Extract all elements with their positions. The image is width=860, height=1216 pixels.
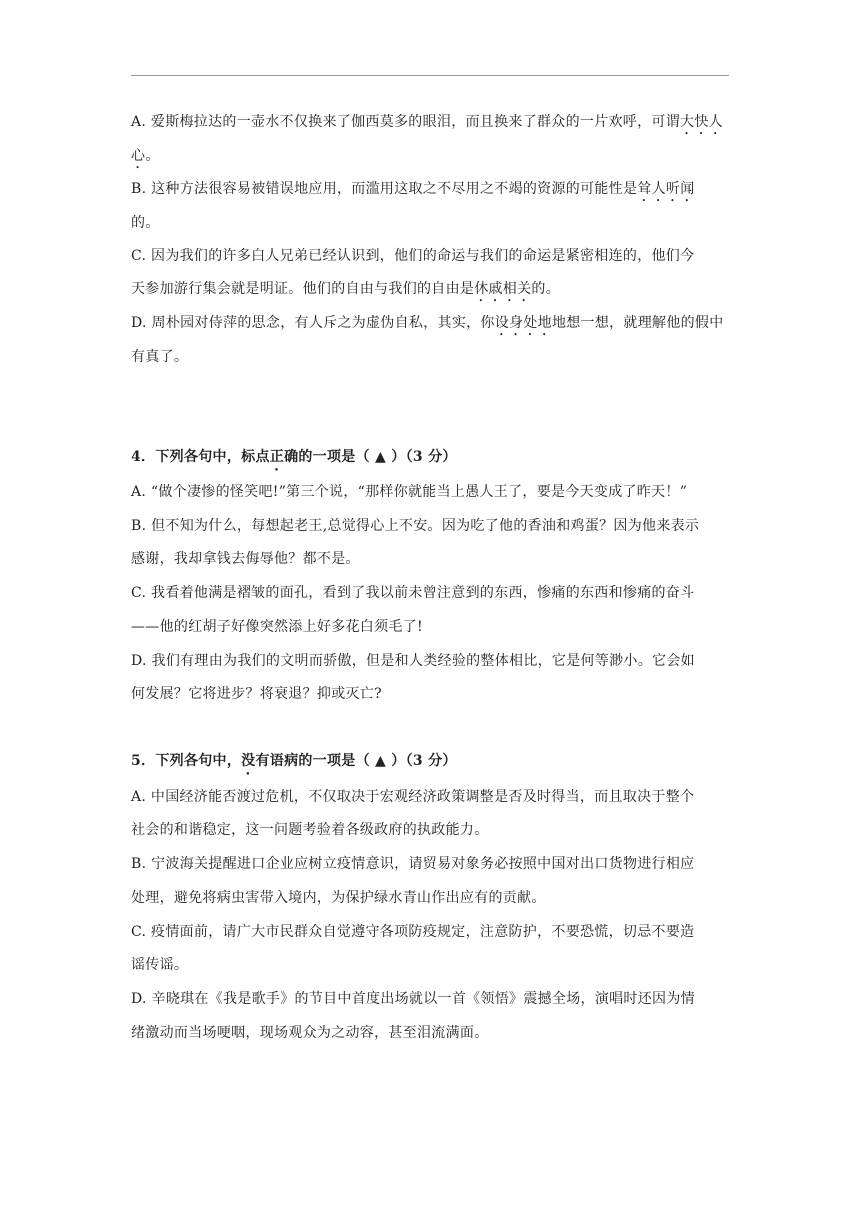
q4-line: A. “做个凄惨的怪笑吧!”第三个说，“那样你就能当上愚人王了，要是今天变成了昨天！” <box>131 484 688 500</box>
q4-line: 感谢，我却拿钱去侮辱他？都不是。 <box>131 551 360 567</box>
emphasis-term: 休戚相关 <box>474 281 532 297</box>
q4-line: B. 但不知为什么，每想起老王,总觉得心上不安。因为吃了他的香油和鸡蛋？因为他来表示 <box>131 518 700 534</box>
q5-line: 谣传谣。 <box>131 957 189 973</box>
q4-line: C. 我看着他满是褶皱的面孔，看到了我以前未曾注意到的东西，惨痛的东西和惨痛的奋斗 <box>131 585 695 601</box>
q5-line: C. 疫情面前，请广大市民群众自觉遵守各项防疫规定，注意防护，不要恐慌，切忌不要造 <box>131 924 695 940</box>
q3-option-a-line2: 心。 <box>131 148 160 164</box>
q3-option-b-line2: 的。 <box>131 215 160 231</box>
emphasis-char: 没 <box>241 753 256 769</box>
header-rule <box>131 75 729 76</box>
q3-option-c-line2: 天参加游行集会就是明证。他们的自由与我们的自由是休戚相关的。 <box>131 281 561 297</box>
q3-option-a-line1: A. 爱斯梅拉达的一壶水不仅换来了伽西莫多的眼泪，而且换来了群众的一片欢呼，可谓大快人 <box>131 114 723 130</box>
q4-heading: 4．下列各句中，标点正确的一项是（ ▲ ）（3 分） <box>131 449 457 465</box>
q3-option-d-line2: 有真了。 <box>131 349 189 365</box>
emphasis-char: 正 <box>269 449 285 465</box>
q5-line: D. 辛晓琪在《我是歌手》的节目中首度出场就以一首《领悟》震撼全场，演唱时还因为情 <box>131 991 695 1007</box>
emphasis-term: 大快人 <box>680 114 723 130</box>
q3-option-c-line1: C. 因为我们的许多白人兄弟已经认识到，他们的命运与我们的命运是紧密相连的，他们今 <box>131 248 695 264</box>
emphasis-term: 设身处地 <box>494 315 552 331</box>
q4-line: D. 我们有理由为我们的文明而骄傲，但是和人类经验的整体相比，它是何等渺小。它会如 <box>131 653 695 669</box>
emphasis-term: 耸人听闻 <box>637 181 695 197</box>
q3-option-d-line1: D. 周朴园对侍萍的思念，有人斥之为虚伪自私，其实，你设身处地地想一想，就理解他的假中 <box>131 315 724 331</box>
q4-line: 何发展？它将进步？将衰退？抑或灭亡? <box>131 686 382 702</box>
q4-line: ——他的红胡子好像突然添上好多花白须毛了! <box>131 619 423 635</box>
q5-line: B. 宁波海关提醒进口企业应树立疫情意识，请贸易对象务必按照中国对出口货物进行相应 <box>131 856 695 872</box>
q5-line: A. 中国经济能否渡过危机，不仅取决于宏观经济政策调整是否及时得当，而且取决于整个 <box>131 789 695 805</box>
q5-line: 绪激动而当场哽咽，现场观众为之动容，甚至泪流满面。 <box>131 1025 489 1041</box>
emphasis-term: 心 <box>131 148 146 164</box>
q5-line: 社会的和谐稳定，这一问题考验着各级政府的执政能力。 <box>131 822 489 838</box>
q5-heading: 5．下列各句中，没有语病的一项是（ ▲ ）（3 分） <box>131 753 457 769</box>
q3-option-b-line1: B. 这种方法很容易被错误地应用，而滥用这取之不尽用之不竭的资源的可能性是耸人听闻 <box>131 181 695 197</box>
q5-line: 处理，避免将病虫害带入境内，为保护绿水青山作出应有的贡献。 <box>131 890 546 906</box>
